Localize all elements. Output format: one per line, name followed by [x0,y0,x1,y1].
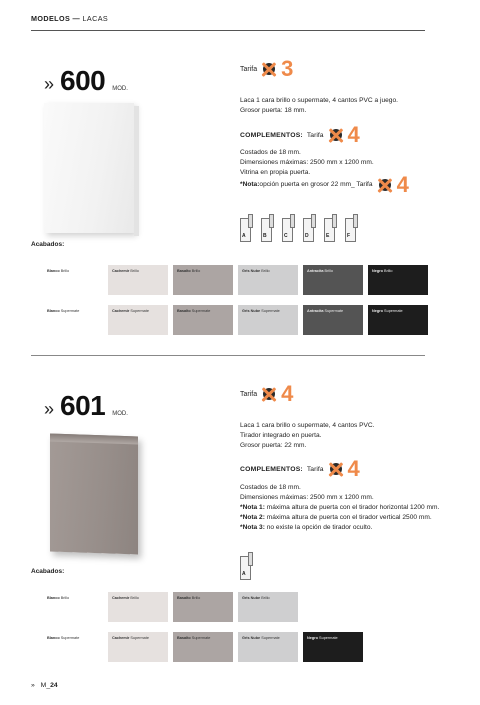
swatch-basalto-supermate: Basalto Supermate [173,632,233,662]
model-601-description [240,421,375,451]
page-number: 24 [50,682,58,689]
tarifa-label: Tarifa [240,390,258,398]
model-suffix: MOD. [112,86,128,92]
chevron-icon: » [44,74,55,94]
edge-profile-icon: C [282,214,296,242]
section-divider [31,355,425,356]
edge-profile-icon: D [303,214,317,242]
model-600-edge-options [240,214,366,242]
model-number: 600 [60,65,106,96]
footer-prefix: M_ [40,682,51,689]
swatch-blanco-brillo: Blanco Brillo [43,265,103,295]
swatch-basalto-supermate: Basalto Supermate [173,305,233,335]
note-line: *Nota 3: no existe la opción de tirador oculto. [240,524,373,531]
model-600-description [240,96,398,116]
swatch-negro-supermate: Negro Supermate [303,632,363,662]
model-601-complementos [240,458,360,480]
comp-line: Dimensiones máximas: 2500 mm x 1200 mm. [240,494,374,501]
note-line: *Nota 1: máxima altura de puerta con el tirador horizontal 1200 mm. [240,504,440,511]
acabados-label: Acabados: [31,568,65,575]
model-601-title [44,390,128,422]
swatch-negro-brillo: Negro Brillo [368,265,428,295]
crossed-price-icon [261,386,277,402]
comp-tarifa-number: 4 [347,122,360,147]
crossed-price-icon [377,177,393,193]
swatch-cachemir-supermate: Cachemir Supermate [108,305,168,335]
edge-profile-icon: B [261,214,275,242]
edge-profile-icon: F [345,214,359,242]
swatch-negro-supermate: Negro Supermate [368,305,428,335]
door-601-image [50,433,138,554]
swatch-basalto-brillo: Basalto Brillo [173,265,233,295]
note-line: *Nota 2: máxima altura de puerta con el tirador vertical 2500 mm. [240,514,432,521]
swatch-blanco-supermate: Blanco Supermate [43,305,103,335]
page-footer [31,682,58,689]
nota-text: opción puerta en grosor 22 mm_ Tarifa [259,181,373,188]
comp-line: Costados de 18 mm. [240,484,301,491]
edge-profile-icon: A [240,552,254,580]
crossed-price-icon [261,61,277,77]
complementos-label: COMPLEMENTOS: [240,131,303,139]
comp-line: Vitrina en propia puerta. [240,169,311,176]
swatch-cachemir-brillo: Cachemir Brillo [108,265,168,295]
tarifa-label: Tarifa [240,65,258,73]
model-600-complementos [240,124,360,146]
edge-profile-icon: E [324,214,338,242]
swatch-gris-nube-brillo: Gris Nube Brillo [238,265,298,295]
model-600-nota [240,174,409,196]
nota-label: *Nota: [240,181,260,188]
comp-tarifa-number: 4 [347,456,360,481]
model-601-tarifa [240,383,293,405]
swatch-blanco-supermate: Blanco Supermate [43,632,103,662]
door-600-image [44,103,134,233]
tarifa-number: 4 [281,381,294,406]
comp-tarifa-label: Tarifa [306,465,324,473]
header-rule [31,30,425,31]
desc-line: Tirador integrado en puerta. [240,432,322,439]
chevron-icon: » [31,682,35,689]
crossed-price-icon [328,461,344,477]
desc-line: Grosor puerta: 22 mm. [240,442,307,449]
comp-line: Costados de 18 mm. [240,149,301,156]
model-601-comp-description [240,483,439,533]
acabados-label: Acabados: [31,241,65,248]
comp-tarifa-label: Tarifa [306,131,324,139]
swatch-cachemir-supermate: Cachemir Supermate [108,632,168,662]
model-600-title [44,65,128,97]
nota-number: 4 [396,172,409,197]
model-suffix: MOD. [112,411,128,417]
edge-profile-icon: A [240,214,254,242]
comp-line: Dimensiones máximas: 2500 mm x 1200 mm. [240,159,374,166]
swatch-gris-nube-supermate: Gris Nube Supermate [238,632,298,662]
model-601-edge-options [240,552,261,580]
swatch-basalto-brillo: Basalto Brillo [173,592,233,622]
header-subsection: LACAS [82,14,109,23]
desc-line: Laca 1 cara brillo o supermate, 4 cantos PVC a juego. [240,97,398,104]
header-section: MODELOS — [31,14,81,23]
swatch-antracita-supermate: Antracita Supermate [303,305,363,335]
swatch-gris-nube-brillo: Gris Nube Brillo [238,592,298,622]
complementos-label: COMPLEMENTOS: [240,465,303,473]
swatch-cachemir-brillo: Cachemir Brillo [108,592,168,622]
tarifa-number: 3 [281,56,294,81]
page-header [31,14,108,23]
desc-line: Grosor puerta: 18 mm. [240,107,307,114]
chevron-icon: » [44,399,55,419]
model-600-tarifa [240,58,293,80]
model-number: 601 [60,390,106,421]
desc-line: Laca 1 cara brillo o supermate, 4 cantos PVC. [240,422,375,429]
swatch-gris-nube-supermate: Gris Nube Supermate [238,305,298,335]
swatch-blanco-brillo: Blanco Brillo [43,592,103,622]
crossed-price-icon [328,127,344,143]
swatch-antracita-brillo: Antracita Brillo [303,265,363,295]
